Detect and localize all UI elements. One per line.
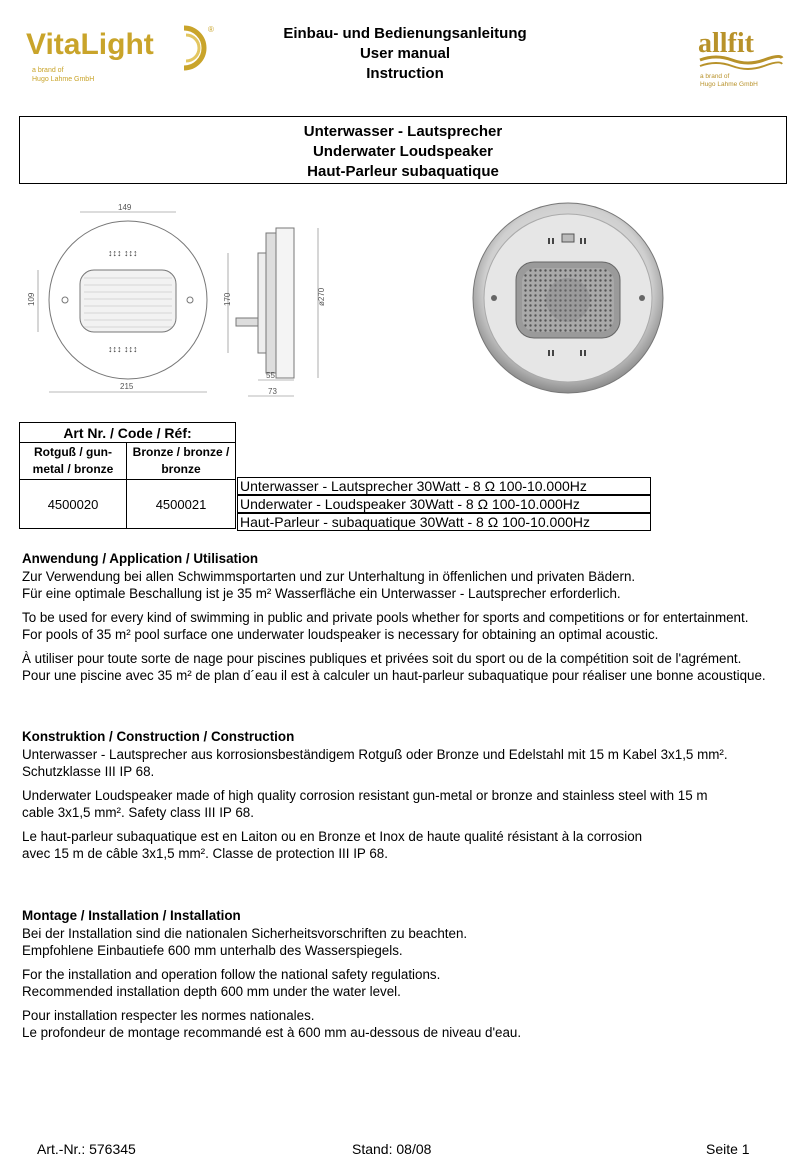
footer-page: Seite 1: [706, 1141, 750, 1157]
dim-height: 109: [27, 292, 36, 306]
construction-fr-line2: avec 15 m de câble 3x1,5 mm². Classe de protection III IP 68.: [22, 846, 388, 861]
construction-de-line1: Unterwasser - Lautsprecher aus korrosionsbeständigem Rotguß oder Bronze und Edelstahl mit 15 m Kabel 3x1,5 mm².: [22, 746, 728, 762]
allfit-logo: [696, 22, 786, 92]
application-en-line2: For pools of 35 m² pool surface one underwater loudspeaker is necessary for obtaining an optimal acoustic.: [22, 627, 659, 642]
article-code-gunmetal: 4500020: [20, 480, 127, 529]
article-table: [19, 422, 236, 529]
dim-diameter: ø270: [317, 287, 326, 306]
application-de-line2: Für eine optimale Beschallung ist je 35 m² Wasserfläche ein Unterwasser - Lautsprecher erforderlich.: [22, 586, 621, 601]
construction-de-line2: Schutzklasse III IP 68.: [22, 764, 155, 779]
application-heading: Anwendung / Application / Utilisation: [22, 551, 259, 566]
vitalight-wordmark: VitaLight: [26, 28, 154, 61]
article-code-bronze: 4500021: [127, 480, 236, 529]
installation-de-line1: Bei der Installation sind die nationalen Sicherheitsvorschriften zu beachten.: [22, 925, 468, 941]
column-header-bronze: Bronze / bronze / bronze: [127, 443, 236, 480]
application-de-line1: Zur Verwendung bei allen Schwimmsportarten und zur Unterhaltung in öffenlichen und privaten Bädern.: [22, 568, 636, 584]
application-fr-line1: À utiliser pour toute sorte de nage pour piscines publiques et privées soit du sport ou de la compétition soit de l'agrément.: [22, 650, 742, 666]
dim-side-height: 170: [223, 292, 232, 306]
application-fr-line2: Pour une piscine avec 35 m² de plan d´eau il est à calculer un haut-parleur subaquatique pour réaliser une bonne acoustique.: [22, 668, 766, 683]
section-installation: [22, 907, 792, 1048]
construction-en-line1: Underwater Loudspeaker made of high quality corrosion resistant gun-metal or bronze and stainless steel with 15 m: [22, 787, 708, 803]
technical-drawing: [18, 198, 336, 403]
dim-width: 149: [118, 203, 132, 212]
product-photo: [468, 198, 668, 398]
allfit-wordmark: allfit: [698, 28, 754, 59]
description-fr: Haut-Parleur - subaquatique 30Watt - 8 Ω 100-10.000Hz: [237, 513, 651, 531]
installation-fr-line1: Pour installation respecter les normes nationales.: [22, 1007, 315, 1023]
product-title-fr: Haut-Parleur subaquatique: [307, 163, 499, 180]
doc-title-fr: Instruction: [366, 65, 444, 82]
document-titles: [250, 24, 560, 84]
construction-heading: Konstruktion / Construction / Construction: [22, 729, 295, 744]
section-application: [22, 550, 792, 691]
section-construction: [22, 728, 792, 869]
dim-total: 215: [120, 382, 134, 391]
svg-text:↕↕↕ ↕↕↕: ↕↕↕ ↕↕↕: [108, 344, 138, 354]
svg-text:↕↕↕ ↕↕↕: ↕↕↕ ↕↕↕: [108, 248, 138, 258]
dim-depth1: 55: [266, 371, 275, 380]
description-de: Unterwasser - Lautsprecher 30Watt - 8 Ω 100-10.000Hz: [237, 477, 651, 495]
article-table-header: Art Nr. / Code / Réf:: [20, 423, 236, 443]
doc-title-en: User manual: [359, 45, 451, 62]
vitalight-logo: [24, 20, 214, 90]
allfit-sub1: a brand of: [700, 73, 730, 80]
installation-fr-line2: Le profondeur de montage recommandé est à 600 mm au-dessous de niveau d'eau.: [22, 1025, 522, 1040]
vitalight-sub2: Hugo Lahme GmbH: [32, 76, 95, 83]
allfit-sub2: Hugo Lahme GmbH: [700, 81, 758, 88]
footer-stand: Stand: 08/08: [352, 1141, 432, 1157]
installation-heading: Montage / Installation / Installation: [22, 908, 241, 923]
installation-de-line2: Empfohlene Einbautiefe 600 mm unterhalb des Wasserspiegels.: [22, 943, 403, 958]
description-en: Underwater - Loudspeaker 30Watt - 8 Ω 100-10.000Hz: [237, 495, 651, 513]
vitalight-sub1: a brand of: [32, 67, 64, 74]
application-en-line1: To be used for every kind of swimming in public and private pools whether for sports and competitions or for entertainment.: [22, 609, 749, 625]
installation-en-line2: Recommended installation depth 600 mm under the water level.: [22, 984, 401, 999]
doc-title-de: Einbau- und Bedienungsanleitung: [283, 25, 527, 42]
construction-fr-line1: Le haut-parleur subaquatique est en Laiton ou en Bronze et Inox de haute qualité résistant à la corrosion: [22, 828, 643, 844]
column-header-gunmetal: Rotguß / gun-metal / bronze: [20, 443, 127, 480]
product-title-de: Unterwasser - Lautsprecher: [303, 123, 503, 140]
installation-en-line1: For the installation and operation follow the national safety regulations.: [22, 966, 441, 982]
dim-depth2: 73: [268, 387, 277, 396]
footer-article-number: Art.-Nr.: 576345: [37, 1141, 136, 1157]
construction-en-line2: cable 3x1,5 mm². Safety class III IP 68.: [22, 805, 254, 820]
product-title-en: Underwater Loudspeaker: [312, 143, 494, 160]
product-title-box: [19, 116, 787, 184]
svg-text:®: ®: [208, 25, 214, 34]
